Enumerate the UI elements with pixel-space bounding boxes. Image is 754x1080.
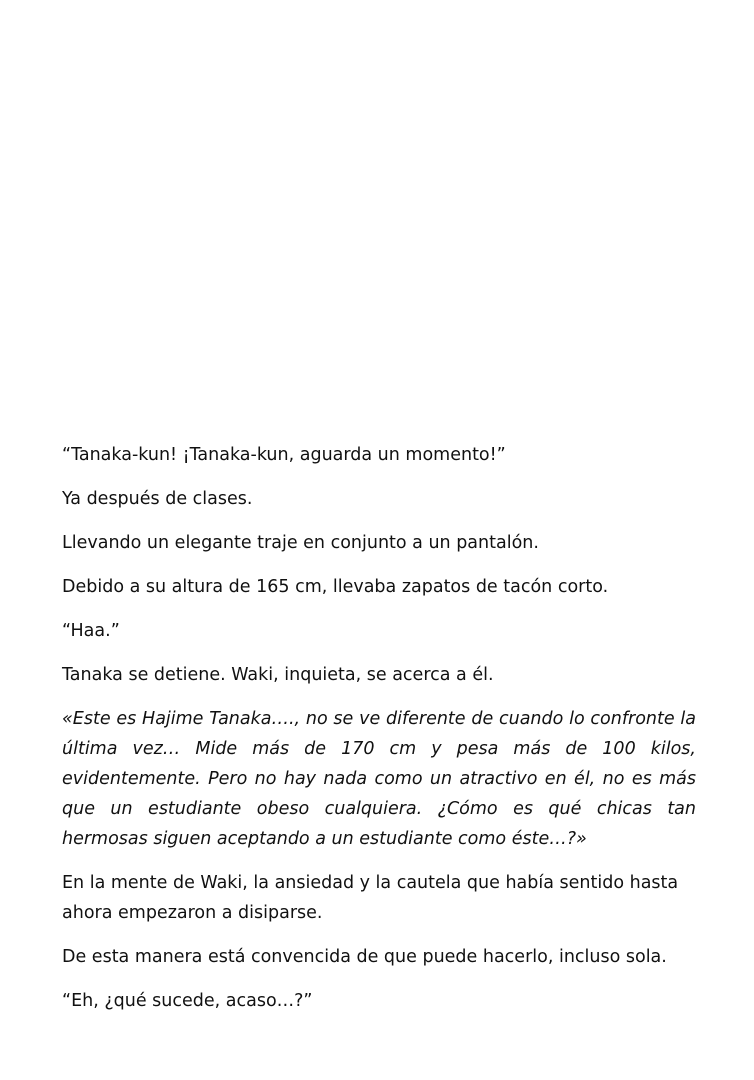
dialogue-haa: “Haa.” (62, 621, 120, 641)
narration-tanaka-stops: Tanaka se detiene. Waki, inquieta, se acerca a él. (62, 665, 494, 685)
inner-thought-waki: «Este es Hajime Tanaka…., no se ve diferente de cuando lo confronte la última vez… Mide más de 170 cm y pesa más de 100 kilos, evidentemente. Pero no hay nada como un atractivo en él, no es más que un estudiante obeso cualquiera. ¿Cómo es qué chicas tan hermosas siguen aceptando a un estudiante como éste…?» (62, 709, 696, 849)
narration-convinced: De esta manera está convencida de que puede hacerlo, incluso sola. (62, 947, 667, 967)
narration-height-shoes: Debido a su altura de 165 cm, llevaba zapatos de tacón corto. (62, 577, 609, 597)
narration-after-class: Ya después de clases. (62, 489, 253, 509)
narration-outfit: Llevando un elegante traje en conjunto a un pantalón. (62, 533, 539, 553)
dialogue-call-out: “Tanaka-kun! ¡Tanaka-kun, aguarda un momento!” (62, 445, 506, 465)
document-page (62, 440, 696, 1030)
dialogue-what-happens: “Eh, ¿qué sucede, acaso…?” (62, 991, 313, 1011)
narration-anxiety-fades: En la mente de Waki, la ansiedad y la cautela que había sentido hasta ahora empezaron a disiparse. (62, 873, 679, 923)
